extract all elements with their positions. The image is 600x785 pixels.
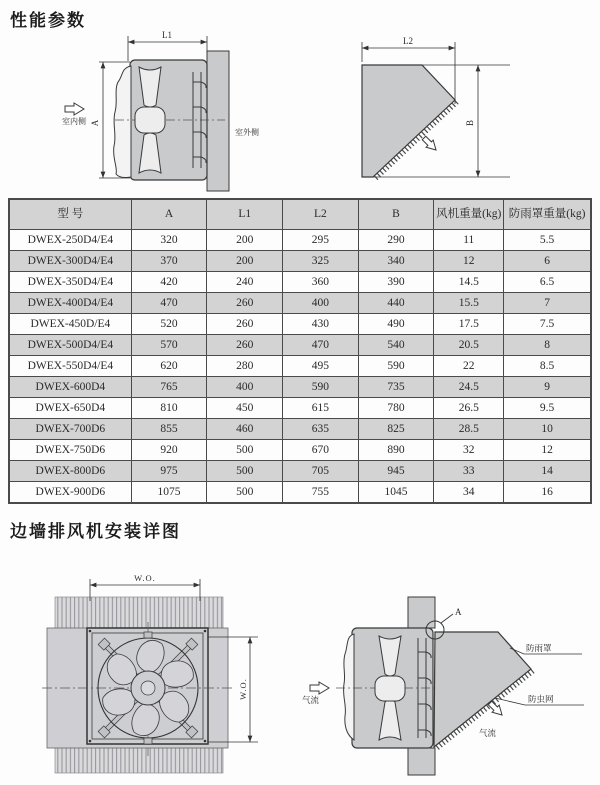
value-cell: 9.5: [504, 398, 591, 419]
value-cell: 7: [504, 293, 591, 314]
column-header: L2: [283, 199, 359, 230]
airflow-direction-icon: [65, 103, 84, 115]
airflow-in-label: 气流: [302, 696, 320, 706]
value-cell: 280: [207, 356, 283, 377]
value-cell: 325: [283, 251, 359, 272]
model-cell: DWEX-650D4: [9, 398, 131, 419]
value-cell: 890: [358, 440, 434, 461]
table-header-row: [9, 199, 591, 230]
value-cell: 260: [207, 293, 283, 314]
value-cell: 11: [434, 230, 504, 251]
wall-section: [408, 748, 435, 775]
value-cell: 200: [207, 230, 283, 251]
mounting-flange: [114, 66, 131, 178]
value-cell: 290: [358, 230, 434, 251]
airflow-direction-icon: [420, 134, 439, 153]
value-cell: 360: [283, 272, 359, 293]
wall-section: [408, 597, 435, 628]
value-cell: 9: [504, 377, 591, 398]
airflow-out-label: 气流: [479, 729, 497, 739]
model-cell: DWEX-750D6: [9, 440, 131, 461]
performance-title: 性能参数: [10, 11, 86, 31]
value-cell: 14.5: [434, 272, 504, 293]
value-cell: 240: [207, 272, 283, 293]
model-cell: DWEX-250D4/E4: [9, 230, 131, 251]
value-cell: 945: [358, 461, 434, 482]
value-cell: 5.5: [504, 230, 591, 251]
value-cell: 540: [358, 335, 434, 356]
corner-screw: [204, 740, 207, 743]
value-cell: 33: [434, 461, 504, 482]
value-cell: 24.5: [434, 377, 504, 398]
indoor-side-label: 室内侧: [62, 117, 86, 126]
value-cell: 780: [358, 398, 434, 419]
value-cell: 430: [283, 314, 359, 335]
value-cell: 810: [131, 398, 207, 419]
value-cell: 7.5: [504, 314, 591, 335]
model-cell: DWEX-350D4/E4: [9, 272, 131, 293]
column-header: 风机重量(kg): [434, 199, 504, 230]
value-cell: 14: [504, 461, 591, 482]
value-cell: 12: [504, 440, 591, 461]
value-cell: 495: [283, 356, 359, 377]
value-cell: 370: [131, 251, 207, 272]
table-row: [9, 293, 591, 314]
dim-label-l1: L1: [162, 30, 172, 40]
table-row: [9, 272, 591, 293]
value-cell: 470: [283, 335, 359, 356]
value-cell: 590: [358, 356, 434, 377]
value-cell: 28.5: [434, 419, 504, 440]
model-cell: DWEX-900D6: [9, 482, 131, 504]
table-row: [9, 335, 591, 356]
value-cell: 825: [358, 419, 434, 440]
fan-front-view-diagram: [40, 556, 280, 785]
value-cell: 450: [207, 398, 283, 419]
value-cell: 400: [207, 377, 283, 398]
model-cell: DWEX-550D4/E4: [9, 356, 131, 377]
value-cell: 765: [131, 377, 207, 398]
column-header: B: [358, 199, 434, 230]
value-cell: 570: [131, 335, 207, 356]
value-cell: 8: [504, 335, 591, 356]
ring-clip: [144, 632, 152, 638]
value-cell: 20.5: [434, 335, 504, 356]
table-row: [9, 251, 591, 272]
value-cell: 420: [131, 272, 207, 293]
value-cell: 460: [207, 419, 283, 440]
value-cell: 1045: [358, 482, 434, 504]
table-row: [9, 461, 591, 482]
value-cell: 6.5: [504, 272, 591, 293]
installation-side-view-diagram: [290, 556, 600, 785]
value-cell: 470: [131, 293, 207, 314]
table-row: [9, 377, 591, 398]
value-cell: 400: [283, 293, 359, 314]
value-cell: 22: [434, 356, 504, 377]
model-cell: DWEX-300D4/E4: [9, 251, 131, 272]
value-cell: 1075: [131, 482, 207, 504]
table-row: [9, 440, 591, 461]
wall-section: [207, 51, 229, 191]
value-cell: 15.5: [434, 293, 504, 314]
value-cell: 975: [131, 461, 207, 482]
outdoor-side-label: 室外侧: [235, 128, 259, 137]
fan-hub: [375, 676, 405, 701]
value-cell: 16: [504, 482, 591, 504]
airflow-direction-icon: [310, 682, 329, 694]
value-cell: 755: [283, 482, 359, 504]
value-cell: 6: [504, 251, 591, 272]
column-header: A: [131, 199, 207, 230]
value-cell: 855: [131, 419, 207, 440]
rain-hood-label: 防雨罩: [526, 644, 552, 654]
rain-hood-diagram: [338, 26, 588, 196]
value-cell: 12: [434, 251, 504, 272]
value-cell: 390: [358, 272, 434, 293]
value-cell: 260: [207, 335, 283, 356]
value-cell: 320: [131, 230, 207, 251]
table-row: [9, 419, 591, 440]
value-cell: 615: [283, 398, 359, 419]
value-cell: 705: [283, 461, 359, 482]
rain-hood-shape: [362, 65, 455, 177]
model-cell: DWEX-700D6: [9, 419, 131, 440]
value-cell: 260: [207, 314, 283, 335]
table-row: [9, 482, 591, 504]
leader-line: [441, 614, 453, 623]
insect-screen-label: 防虫网: [528, 695, 554, 705]
corner-screw: [89, 740, 92, 743]
dim-label-b: B: [465, 119, 475, 127]
fan-side-view-diagram: [55, 28, 335, 198]
column-header: L1: [207, 199, 283, 230]
value-cell: 17.5: [434, 314, 504, 335]
model-cell: DWEX-400D4/E4: [9, 293, 131, 314]
dim-label-wo-top: W.O.: [134, 573, 156, 583]
value-cell: 340: [358, 251, 434, 272]
value-cell: 635: [283, 419, 359, 440]
value-cell: 34: [434, 482, 504, 504]
model-cell: DWEX-450D/E4: [9, 314, 131, 335]
value-cell: 295: [283, 230, 359, 251]
installation-title: 边墙排风机安装详图: [10, 522, 181, 542]
dim-label-l2: L2: [403, 36, 413, 46]
value-cell: 490: [358, 314, 434, 335]
value-cell: 32: [434, 440, 504, 461]
table-row: [9, 356, 591, 377]
value-cell: 735: [358, 377, 434, 398]
value-cell: 520: [131, 314, 207, 335]
value-cell: 620: [131, 356, 207, 377]
value-cell: 590: [283, 377, 359, 398]
value-cell: 26.5: [434, 398, 504, 419]
model-cell: DWEX-500D4/E4: [9, 335, 131, 356]
value-cell: 500: [207, 482, 283, 504]
column-header: 型 号: [9, 199, 131, 230]
detail-callout-label: A: [455, 607, 462, 617]
corner-screw: [89, 630, 92, 633]
ring-clip: [144, 738, 152, 744]
corner-screw: [204, 630, 207, 633]
value-cell: 670: [283, 440, 359, 461]
dim-label-a: A: [90, 119, 100, 127]
table-row: [9, 230, 591, 251]
value-cell: 200: [207, 251, 283, 272]
value-cell: 920: [131, 440, 207, 461]
spec-table: [8, 198, 592, 504]
table-row: [9, 398, 591, 419]
value-cell: 500: [207, 461, 283, 482]
dim-label-wo-right: W.O.: [238, 678, 248, 700]
fan-hub: [135, 107, 165, 133]
value-cell: 10: [504, 419, 591, 440]
model-cell: DWEX-800D6: [9, 461, 131, 482]
value-cell: 500: [207, 440, 283, 461]
model-cell: DWEX-600D4: [9, 377, 131, 398]
value-cell: 8.5: [504, 356, 591, 377]
value-cell: 440: [358, 293, 434, 314]
table-row: [9, 314, 591, 335]
mounting-flange: [344, 634, 354, 740]
column-header: 防雨罩重量(kg): [504, 199, 591, 230]
